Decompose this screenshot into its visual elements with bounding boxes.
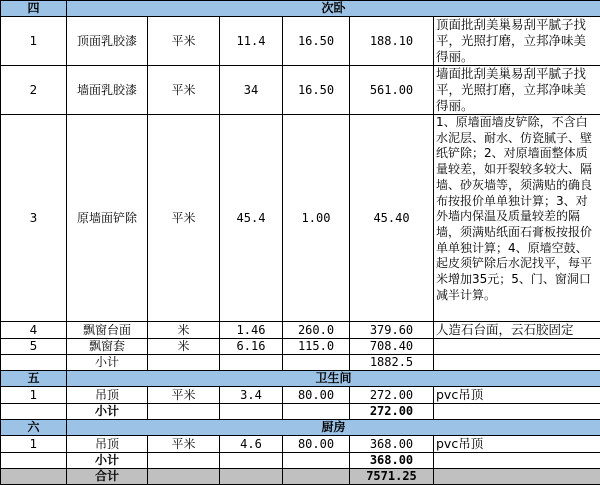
row-no: 1	[1, 387, 67, 404]
row-unit: 平米	[148, 436, 220, 453]
table-row	[1, 436, 600, 453]
row-qty: 1.46	[220, 322, 283, 339]
row-qty: 4.6	[220, 436, 283, 453]
section-header-kitchen	[1, 420, 600, 436]
empty-cell	[148, 355, 220, 371]
row-qty: 34	[220, 66, 283, 115]
empty-cell	[283, 469, 350, 485]
row-amount: 708.40	[350, 339, 434, 355]
row-qty: 3.4	[220, 387, 283, 404]
empty-cell	[1, 469, 67, 485]
row-unit: 米	[148, 322, 220, 339]
row-no: 4	[1, 322, 67, 339]
row-unit: 平米	[148, 387, 220, 404]
subtotal-value: 1882.5	[350, 355, 434, 371]
row-item: 吊顶	[67, 436, 148, 453]
section-title: 厨房	[67, 420, 600, 436]
row-price: 16.50	[283, 66, 350, 115]
row-qty: 6.16	[220, 339, 283, 355]
empty-cell	[148, 469, 220, 485]
row-no: 3	[1, 115, 67, 322]
row-unit: 平米	[148, 66, 220, 115]
subtotal-value: 368.00	[350, 453, 434, 469]
row-desc: 墙面批刮美巢易刮平腻子找平，光照打磨，立邦净味美得丽。	[434, 66, 600, 115]
row-item: 飘窗套	[67, 339, 148, 355]
row-price: 80.00	[283, 436, 350, 453]
section-header-bathroom	[1, 371, 600, 387]
row-price: 1.00	[283, 115, 350, 322]
row-desc	[434, 339, 600, 355]
row-desc: 1、原墙面墙皮铲除，不含白水泥层、耐水、仿瓷腻子、壁纸铲除；2、对原墙面整体质量较差，如开裂较多较大、隔墙、砂灰墙等，须满贴的确良布按报价单单独计算；3、对外墙内保温及质量较差的隔墙，须满贴纸面石膏板按报价单单独计算；4、原墙空鼓、起皮须铲除后水泥找平，每平米增加35元；5、门、窗洞口减半计算。	[434, 115, 600, 322]
section-index: 六	[1, 420, 67, 436]
empty-cell	[434, 355, 600, 371]
row-unit: 米	[148, 339, 220, 355]
row-qty: 11.4	[220, 17, 283, 66]
table-row	[1, 17, 600, 66]
empty-cell	[434, 469, 600, 485]
empty-cell	[1, 453, 67, 469]
empty-cell	[1, 355, 67, 371]
row-amount: 379.60	[350, 322, 434, 339]
table-row	[1, 322, 600, 339]
row-unit: 平米	[148, 115, 220, 322]
row-item: 顶面乳胶漆	[67, 17, 148, 66]
total-label: 合计	[67, 469, 148, 485]
empty-cell	[148, 453, 220, 469]
row-item: 原墙面铲除	[67, 115, 148, 322]
row-no: 1	[1, 17, 67, 66]
row-unit: 平米	[148, 17, 220, 66]
empty-cell	[283, 453, 350, 469]
row-no: 1	[1, 436, 67, 453]
row-desc: pvc吊顶	[434, 387, 600, 404]
empty-cell	[220, 404, 283, 420]
section-index: 四	[1, 1, 67, 17]
table-row	[1, 387, 600, 404]
row-price: 260.0	[283, 322, 350, 339]
empty-cell	[434, 404, 600, 420]
total-value: 7571.25	[350, 469, 434, 485]
subtotal-row	[1, 355, 600, 371]
subtotal-row	[1, 404, 600, 420]
empty-cell	[220, 453, 283, 469]
row-price: 16.50	[283, 17, 350, 66]
empty-cell	[1, 404, 67, 420]
empty-cell	[148, 404, 220, 420]
row-item: 墙面乳胶漆	[67, 66, 148, 115]
row-no: 5	[1, 339, 67, 355]
table-row	[1, 66, 600, 115]
row-price: 115.0	[283, 339, 350, 355]
row-item: 吊顶	[67, 387, 148, 404]
row-amount: 368.00	[350, 436, 434, 453]
empty-cell	[434, 453, 600, 469]
row-desc: 顶面批刮美巢易刮平腻子找平，光照打磨，立邦净味美得丽。	[434, 17, 600, 66]
empty-cell	[220, 469, 283, 485]
subtotal-label: 小计	[67, 404, 148, 420]
row-item: 飘窗台面	[67, 322, 148, 339]
row-amount: 188.10	[350, 17, 434, 66]
row-desc: 人造石台面，云石胶固定	[434, 322, 600, 339]
empty-cell	[283, 404, 350, 420]
total-row	[1, 469, 600, 485]
subtotal-label: 小计	[67, 355, 148, 371]
subtotal-value: 272.00	[350, 404, 434, 420]
table-row	[1, 115, 600, 322]
row-amount: 45.40	[350, 115, 434, 322]
row-no: 2	[1, 66, 67, 115]
section-title: 次卧	[67, 1, 600, 17]
row-amount: 272.00	[350, 387, 434, 404]
row-desc: pvc吊顶	[434, 436, 600, 453]
row-amount: 561.00	[350, 66, 434, 115]
section-index: 五	[1, 371, 67, 387]
subtotal-label: 小计	[67, 453, 148, 469]
table-row	[1, 339, 600, 355]
section-title: 卫生间	[67, 371, 600, 387]
subtotal-row	[1, 453, 600, 469]
empty-cell	[283, 355, 350, 371]
row-price: 80.00	[283, 387, 350, 404]
row-qty: 45.4	[220, 115, 283, 322]
section-header-bedroom	[1, 1, 600, 17]
empty-cell	[220, 355, 283, 371]
